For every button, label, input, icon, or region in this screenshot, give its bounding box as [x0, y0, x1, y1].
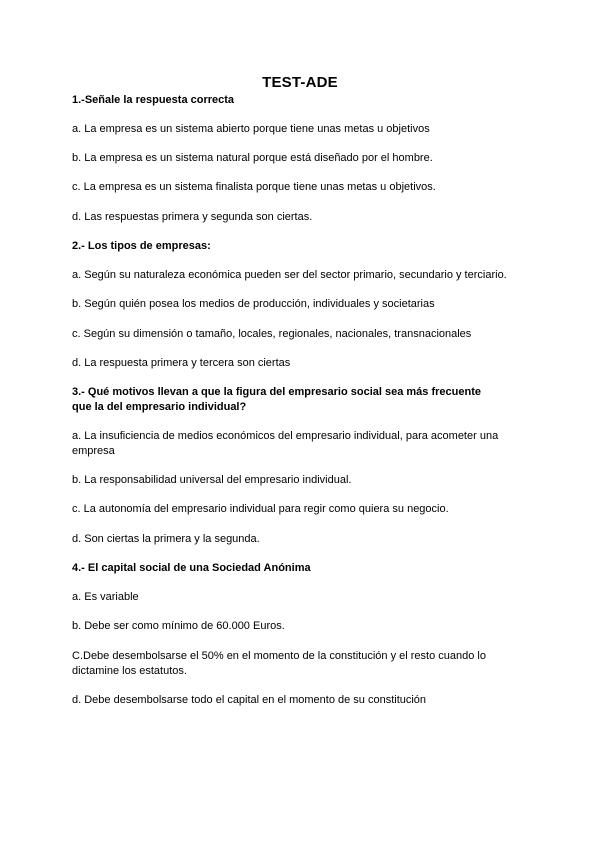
question-3: 3.- Qué motivos llevan a que la figura del empresario social sea más frecuente que la del empresario individual? [72, 386, 481, 413]
question-3-option-a: a. La insuficiencia de medios económicos del empresario individual, para acometer una empresa [72, 430, 499, 457]
question-2-option-b: b. Según quién posea los medios de producción, individuales y societarias [72, 298, 435, 310]
question-2-option-c: c. Según su dimensión o tamaño, locales, regionales, nacionales, transnacionales [72, 328, 472, 340]
question-4-option-b: b. Debe ser como mínimo de 60.000 Euros. [72, 620, 285, 632]
question-2-option-a: a. Según su naturaleza económica pueden ser del sector primario, secundario y terciario. [72, 269, 507, 281]
question-2: 2.- Los tipos de empresas: [72, 240, 211, 252]
question-2-option-d: d. La respuesta primera y tercera son ciertas [72, 357, 291, 369]
page-title: TEST-ADE [262, 74, 338, 91]
question-3-option-d: d. Son ciertas la primera y la segunda. [72, 533, 260, 545]
question-4: 4.- El capital social de una Sociedad Anónima [72, 562, 311, 574]
question-1: 1.-Señale la respuesta correcta [72, 94, 235, 106]
question-3-option-b: b. La responsabilidad universal del empresario individual. [72, 474, 352, 486]
question-1-option-d: d. Las respuestas primera y segunda son ciertas. [72, 211, 313, 223]
question-4-option-a: a. Es variable [72, 591, 139, 603]
question-1-option-c: c. La empresa es un sistema finalista porque tiene unas metas u objetivos. [72, 181, 436, 193]
question-3-option-c: c. La autonomía del empresario individual para regir como quiera su negocio. [72, 503, 449, 515]
question-4-option-d: d. Debe desembolsarse todo el capital en el momento de su constitución [72, 694, 427, 706]
question-1-option-a: a. La empresa es un sistema abierto porque tiene unas metas u objetivos [72, 123, 430, 135]
question-1-option-b: b. La empresa es un sistema natural porque está diseñado por el hombre. [72, 152, 433, 164]
question-4-option-c: C.Debe desembolsarse el 50% en el momento de la constitución y el resto cuando lo dictamine los estatutos. [72, 650, 486, 677]
